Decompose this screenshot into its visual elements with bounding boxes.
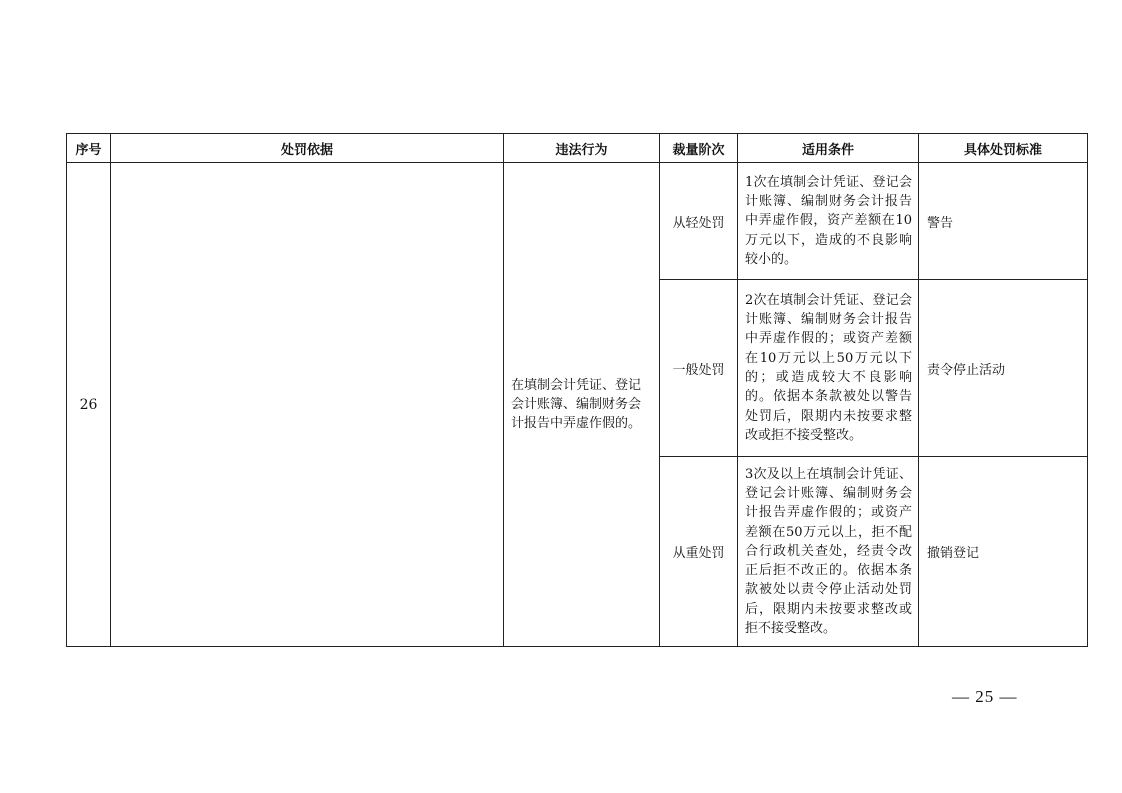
level-cell: 从重处罚 [660, 457, 738, 647]
penalty-standards-table [66, 133, 1088, 647]
violation-cell: 在填制会计凭证、登记会计账簿、编制财务会计报告中弄虚作假的。 [504, 163, 660, 647]
standard-cell: 责令停止活动 [919, 280, 1088, 457]
condition-cell: 2次在填制会计凭证、登记会计账簿、编制财务会计报告中弄虚作假的；或资产差额在10万元以上50万元以下的；或造成较大不良影响的。依据本条款被处以警告处罚后，限期内未按要求整改或拒不接受整改。 [738, 280, 919, 457]
header-condition: 适用条件 [738, 134, 919, 163]
standard-cell: 撤销登记 [919, 457, 1088, 647]
header-level: 裁量阶次 [660, 134, 738, 163]
table-row [67, 163, 1088, 280]
header-violation: 违法行为 [504, 134, 660, 163]
page-number: — 25 — [952, 687, 1018, 706]
header-seq: 序号 [67, 134, 111, 163]
condition-cell: 1次在填制会计凭证、登记会计账簿、编制财务会计报告中弄虚作假，资产差额在10万元以下，造成的不良影响较小的。 [738, 163, 919, 280]
header-standard: 具体处罚标准 [919, 134, 1088, 163]
level-cell: 从轻处罚 [660, 163, 738, 280]
condition-cell: 3次及以上在填制会计凭证、登记会计账簿、编制财务会计报告弄虚作假的；或资产差额在50万元以上，拒不配合行政机关查处，经责令改正后拒不改正的。依据本条款被处以责令停止活动处罚后，限期内未按要求整改或拒不接受整改。 [738, 457, 919, 647]
basis-cell [111, 163, 504, 647]
seq-cell: 26 [67, 163, 111, 647]
table-header-row [67, 134, 1088, 163]
header-basis: 处罚依据 [111, 134, 504, 163]
level-cell: 一般处罚 [660, 280, 738, 457]
standard-cell: 警告 [919, 163, 1088, 280]
